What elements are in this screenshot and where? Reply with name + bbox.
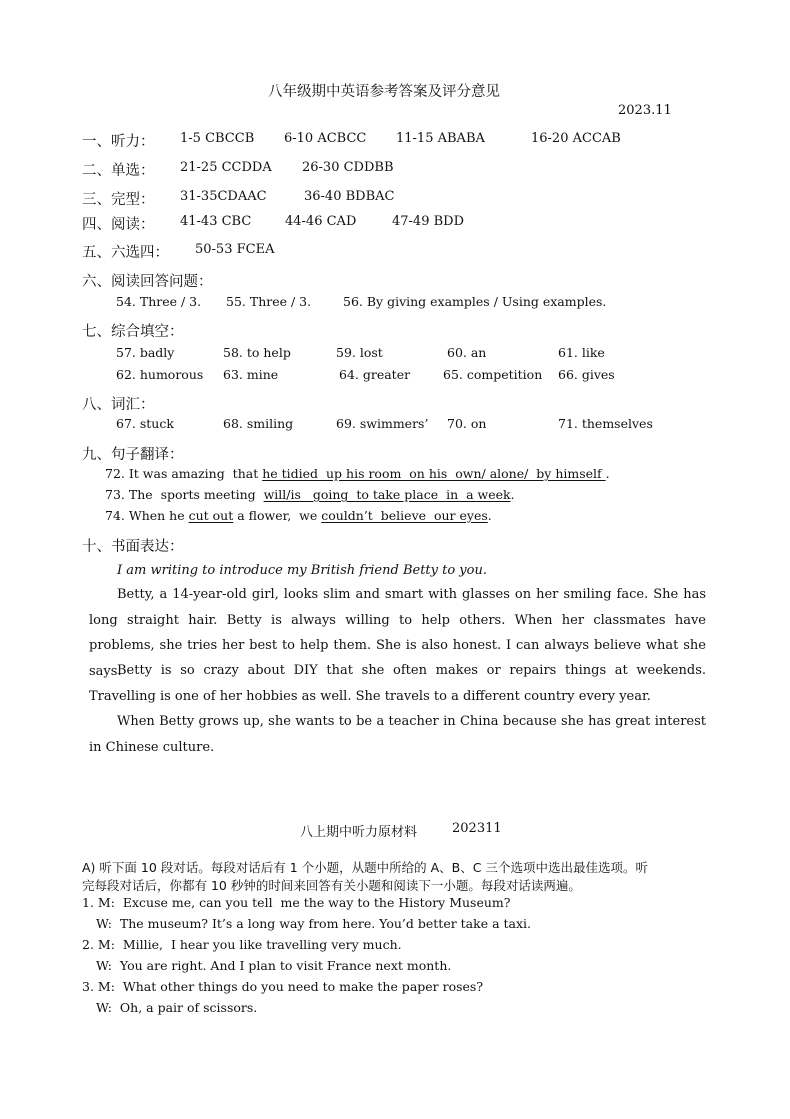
listening-instruction-line-2: 完每段对话后，你都有 10 秒钟的时间来回答有关小题和阅读下一小题。每段对话读两遍。 [82, 878, 581, 893]
writing-paragraph-2-text: Betty is so crazy about DIY that she often makes or repairs things at weekends. Travelling is one of her hobbies as well. She travels to a different country every year. [89, 663, 706, 704]
translation-72 [105, 466, 610, 481]
answer-67: 67. stuck [116, 416, 174, 431]
answer-66: 66. gives [558, 367, 615, 382]
dialogue-line: 1. M: Excuse me, can you tell me the way to the History Museum? [82, 895, 511, 910]
dialogue-line: 2. M: Millie, I hear you like travelling very much. [82, 937, 402, 952]
answer-58: 58. to help [223, 345, 291, 360]
date: 2023.11 [618, 103, 672, 118]
listening-material-code: 202311 [452, 821, 502, 836]
dialogue-line: 3. M: What other things do you need to make the paper roses? [82, 979, 484, 994]
answer-68: 68. smiling [223, 416, 294, 431]
answer-64: 64. greater [339, 367, 411, 382]
page-title: 八年级期中英语参考答案及评分意见 [268, 84, 500, 100]
answer-69: 69. swimmers’ [336, 416, 429, 431]
answer-65: 65. competition [443, 367, 543, 382]
answer-11-15: 11-15 ABABA [396, 131, 485, 146]
answer-55: 55. Three / 3. [226, 294, 312, 309]
answer-62: 62. humorous [116, 367, 204, 382]
answer-41-43: 41-43 CBC [180, 214, 252, 229]
translation-73 [105, 487, 515, 502]
answer-50-53: 50-53 FCEA [195, 242, 275, 257]
answer-71: 71. themselves [558, 416, 653, 431]
translation-74-answer-2: couldn’t believe our eyes [321, 508, 488, 523]
answer-47-49: 47-49 BDD [392, 214, 465, 229]
translation-74-period: . [487, 508, 492, 523]
answer-56: 56. By giving examples / Using examples. [343, 294, 607, 309]
answer-31-35: 31-35CDAAC [180, 189, 267, 204]
section-cloze-label: 三、完型： [82, 192, 155, 208]
translation-74 [105, 508, 492, 523]
section-choice-label: 二、单选： [82, 163, 155, 179]
writing-paragraph-1-text: Betty, a 14-year-old girl, looks slim and smart with glasses on her smiling face. She has long straight hair. Betty is always willing to help others. When her classmates have problems, she tries her best to help them. She is also honest. I can always believe what she says. [89, 587, 706, 679]
translation-73-answer: will/is going to take place in a week [263, 487, 511, 502]
answer-36-40: 36-40 BDBAC [304, 189, 395, 204]
translation-74-answer-1: cut out [188, 508, 234, 523]
section-reading-label: 四、阅读： [82, 217, 155, 233]
answer-44-46: 44-46 CAD [285, 214, 357, 229]
listening-material-title: 八上期中听力原材料 [300, 825, 418, 840]
translation-74-prefix: 74. When he [105, 508, 189, 523]
translation-73-period: . [510, 487, 515, 502]
dialogue-line: W: You are right. And I plan to visit France next month. [96, 958, 452, 973]
answer-57: 57. badly [116, 345, 175, 360]
translation-72-prefix: 72. It was amazing that [105, 466, 263, 481]
section-translation-label: 九、句子翻译： [82, 447, 184, 463]
answer-63: 63. mine [223, 367, 279, 382]
dialogue-line: W: Oh, a pair of scissors. [96, 1000, 258, 1015]
answer-54: 54. Three / 3. [116, 294, 202, 309]
dialogue-line: W: The museum? It’s a long way from here. You’d better take a taxi. [96, 916, 532, 931]
section-qa-label: 六、阅读回答问题： [82, 274, 213, 290]
section-listening-label: 一、听力： [82, 134, 155, 150]
answer-26-30: 26-30 CDDBB [302, 160, 394, 175]
answer-1-5: 1-5 CBCCB [180, 131, 255, 146]
answer-16-20: 16-20 ACCAB [531, 131, 621, 146]
writing-paragraph-3 [89, 709, 706, 760]
answer-61: 61. like [558, 345, 605, 360]
answer-60: 60. an [447, 345, 487, 360]
section-writing-label: 十、书面表达： [82, 539, 184, 555]
answer-21-25: 21-25 CCDDA [180, 160, 272, 175]
listening-instruction-line-1: A) 听下面 10 段对话。每段对话后有 1 个小题，从题中所给的 A、B、C 三个选项中选出最佳选项。听 [82, 860, 648, 875]
translation-72-period: . [605, 466, 610, 481]
translation-74-middle: a flower, we [233, 508, 322, 523]
writing-intro: I am writing to introduce my British friend Betty to you. [117, 563, 487, 578]
section-vocab-label: 八、词汇： [82, 397, 155, 413]
answer-6-10: 6-10 ACBCC [284, 131, 367, 146]
translation-73-prefix: 73. The sports meeting [105, 487, 264, 502]
answer-59: 59. lost [336, 345, 383, 360]
writing-paragraph-3-text: When Betty grows up, she wants to be a teacher in China because she has great interest in Chinese culture. [89, 714, 706, 755]
writing-paragraph-2 [89, 658, 706, 709]
translation-72-answer: he tidied up his room on his own/ alone/ by himself [262, 466, 606, 481]
answer-70: 70. on [447, 416, 487, 431]
section-six-label: 五、六选四： [82, 245, 169, 261]
section-fill-label: 七、综合填空： [82, 324, 184, 340]
